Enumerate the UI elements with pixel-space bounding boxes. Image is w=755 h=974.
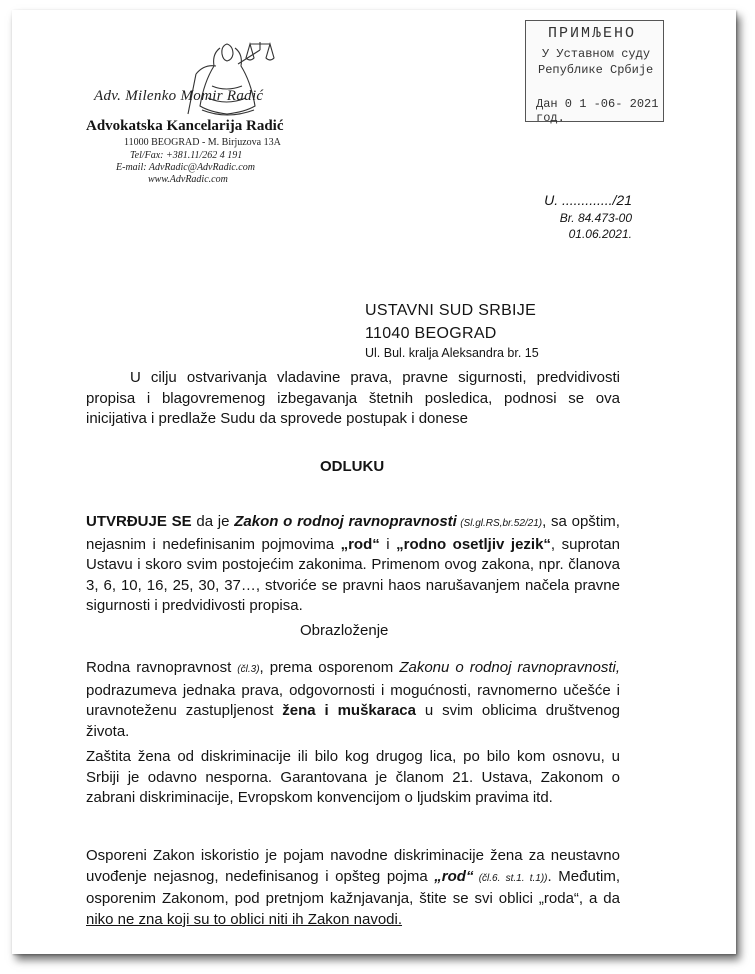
decision-paragraph (86, 512, 620, 617)
law-office-name: Advokatska Kancelarija Radić (86, 118, 284, 134)
recipient-street: Ul. Bul. kralja Aleksandra br. 15 (365, 346, 539, 360)
lady-justice-logo (172, 36, 282, 126)
term-rod: „rod“ (340, 535, 380, 553)
p1-text: podrazumeva jednaka prava, odgovornosti i mogućnosti, ravnomerno učešće i uravnoteženu zastupljenost (86, 681, 620, 719)
odluku-heading: ODLUKU (320, 458, 385, 475)
p1-text: Rodna ravnopravnost (86, 659, 238, 676)
p1-law: Zakonu o rodnoj ravnopravnosti, (399, 659, 620, 676)
decision-text: da je (191, 513, 235, 530)
paragraph-osporeni-zakon (86, 846, 620, 930)
stamp-date: Дан 0 1 -06- 2021 год. (536, 97, 659, 125)
p1-bold: žena i muškaraca (282, 702, 416, 719)
reference-number: Br. 84.473-00 (559, 211, 632, 225)
p3-article: (čl.6. st.1. t.1)) (473, 872, 548, 884)
paragraph-rodna-ravnopravnost (86, 658, 620, 742)
obrazlozenje-heading: Obrazloženje (300, 622, 389, 639)
received-stamp (525, 20, 664, 125)
p3-text: . Međutim, osporenim Zakonom, pod pretnjom kažnjavanja, štite se svi oblici „roda“, a da (86, 867, 620, 907)
document-date: 01.06.2021. (568, 227, 632, 241)
p1-text: u svim oblicima društvenog života. (86, 702, 620, 740)
office-phone: Tel/Fax: +381.11/262 4 191 (130, 150, 243, 161)
p1-article: (čl.3) (237, 664, 260, 675)
letterhead-signature: Adv. Milenko Momir Radić (94, 88, 264, 104)
stamp-line-court: У Уставном суду (542, 47, 651, 61)
term-rodno-jezik: „rodno osetljiv jezik“ (396, 535, 551, 553)
recipient-name: USTAVNI SUD SRBIJE (365, 302, 537, 319)
intro-paragraph: U cilju ostvarivanja vladavine prava, pravne sigurnosti, predvidivosti propisa i blagovremenog izbegavanja štetnih posledica, podnosi se ova inicijativa i predlaže Sudu da sprovede postupak i donese (86, 369, 620, 427)
decision-text: , suprotan Ustavu i skoro svim postojećim zakonima. Primenom ovog zakona, npr. članova 3, 6, 10, 16, 25, 30, 37…, stvoriće se pravni haos narušavanjem načela pravne sigurnosti i predvidivosti propisa. (86, 535, 620, 614)
law-title: Zakon o rodnoj ravnopravnosti (234, 513, 457, 530)
decision-text: i (379, 535, 397, 553)
stamp-line-republic: Републике Србије (538, 63, 654, 77)
document-page (12, 10, 736, 954)
gazette-citation: (Sl.gl.RS,br.52/21) (456, 518, 543, 529)
case-number: U. ............./21 (544, 192, 632, 208)
p3-rod: „rod“ (434, 867, 474, 885)
decision-text: , sa opštim, nejasnim i nedefinisanim pojmovima (86, 513, 620, 553)
office-website: www.AdvRadic.com (148, 174, 228, 185)
p3-underlined: niko ne zna koji su to oblici niti ih Zakon navodi. (86, 910, 403, 928)
p3-text: Osporeni Zakon iskoristio je pojam navodne diskriminacije žena za neustavno uvođenje nejasnog, nedefinisanog i opšteg pojma (86, 847, 620, 885)
p1-text: , prema osporenom (259, 659, 400, 676)
decision-lead: UTVRĐUJE SE (86, 513, 192, 530)
stamp-title: ПРИМЉЕНО (548, 25, 637, 42)
recipient-city: 11040 BEOGRAD (365, 325, 497, 342)
office-address: 11000 BEOGRAD - M. Birjuzova 13A (124, 137, 281, 148)
paragraph-zastita: Zaštita žena od diskriminacije ili bilo kog drugog lica, po bilo kom osnovu, u Srbiji je odavno nesporna. Garantovana je članom 21. Ustava, Zakonom o zabrani diskriminacije, Evropskom konvencijom o ljudskim pravima itd. (86, 748, 620, 806)
office-email: E-mail: AdvRadic@AdvRadic.com (116, 162, 255, 173)
